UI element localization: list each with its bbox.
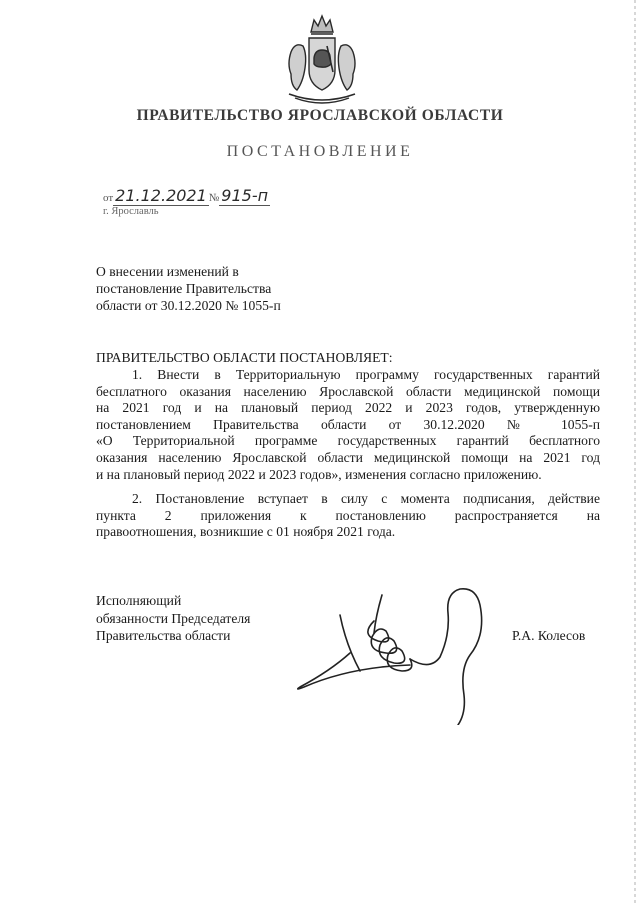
- city-label: г. Ярославль: [103, 206, 159, 217]
- position-line: обязанности Председателя: [96, 610, 251, 626]
- position-line: Правительства области: [96, 628, 231, 644]
- coat-of-arms-emblem: [281, 12, 363, 107]
- paragraph-line: пункта 2 приложения к постановлению распространяется на: [96, 507, 600, 523]
- subject-line: области от 30.12.2020 № 1055-п: [96, 298, 281, 313]
- signatory-name: Р.А. Колесов: [512, 628, 586, 643]
- paragraph-line: бесплатного оказания населению Ярославской области медицинской помощи: [96, 383, 600, 399]
- paragraph-line: и на плановый период 2022 и 2023 годов», изменения согласно приложению.: [96, 466, 542, 482]
- paragraph-line: «О Территориальной программе государственных гарантий бесплатного: [96, 433, 600, 449]
- subject-line: постановление Правительства: [96, 281, 272, 296]
- paragraph-line: оказания населению Ярославской области медицинской помощи на 2021 год: [96, 449, 600, 465]
- date-prefix: от: [103, 192, 114, 204]
- position-line: Исполняющий: [96, 593, 182, 608]
- paragraph-2: [96, 491, 600, 541]
- number-sign: №: [208, 192, 220, 204]
- registration-line: [103, 186, 270, 205]
- document-type-title: ПОСТАНОВЛЕНИЕ: [226, 143, 414, 160]
- paragraph-line: 1. Внести в Территориальную программу государственных гарантий: [132, 367, 600, 382]
- subject-line: О внесении изменений в: [96, 264, 239, 279]
- paragraph-line: на 2021 год и на плановый период 2022 и 2023 годов, утвержденную: [96, 400, 600, 416]
- handwritten-date: 21.12.2021: [115, 186, 207, 205]
- decrees-heading: ПРАВИТЕЛЬСТВО ОБЛАСТИ ПОСТАНОВЛЯЕТ:: [96, 350, 393, 365]
- handwritten-signature: [290, 575, 505, 725]
- paragraph-1: [96, 367, 600, 483]
- signatory-position: [96, 592, 250, 645]
- government-title: ПРАВИТЕЛЬСТВО ЯРОСЛАВСКОЙ ОБЛАСТИ: [136, 107, 504, 124]
- paragraph-line: постановлением Правительства области от 30.12.2020 № 1055-п: [96, 416, 600, 432]
- handwritten-number: 915-п: [221, 186, 269, 205]
- paragraph-line: 2. Постановление вступает в силу с момента подписания, действие: [132, 491, 600, 506]
- decree-subject: [96, 263, 281, 314]
- paragraph-line: правоотношения, возникшие с 01 ноября 2021 года.: [96, 524, 396, 540]
- scan-edge: [634, 0, 636, 905]
